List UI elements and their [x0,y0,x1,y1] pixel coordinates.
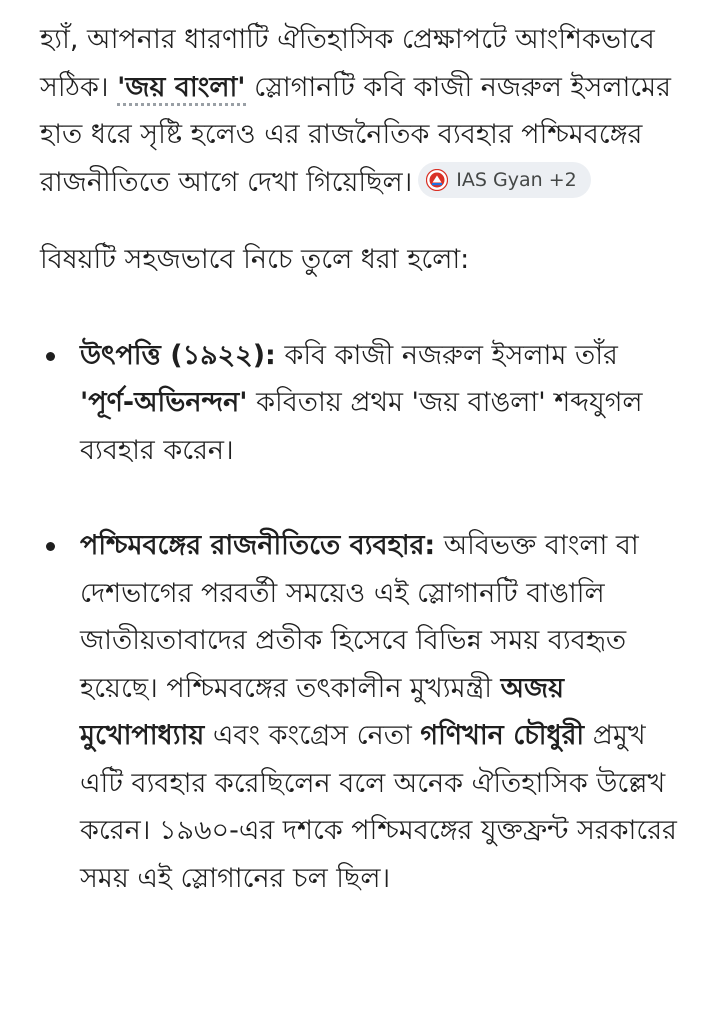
ias-gyan-logo-icon [426,169,448,191]
intro-text-2: স্লোগানটি কবি কাজী নজরুল ইসলামের হাত ধরে সৃষ্টি হলেও এর রাজনৈতিক ব্যবহার পশ্চিমবঙ্গের রাজনীতিতে আগে দেখা গিয়েছিল। [40,71,671,198]
point-title: পশ্চিমবঙ্গের রাজনীতিতে ব্যবহার: [80,530,436,561]
list-item [40,332,680,475]
point-bold: অজয় মুখোপাধ্যায় [80,672,565,751]
bullet-icon [46,352,55,361]
source-chip-label: IAS Gyan +2 [456,169,577,191]
point-bold: গণিখান চৌধুরী [420,720,585,751]
point-text: প্রমুখ এটি ব্যবহার করেছিলেন বলে অনেক ঐতিহাসিক উল্লেখ করেন। ১৯৬০-এর দশকে পশ্চিমবঙ্গের যুক্তফ্রন্ট সরকারের সময় এই স্লোগানের চল ছিল। [80,720,677,894]
point-text: কবি কাজী নজরুল ইসলাম তাঁর [275,339,618,371]
intro-text-1: হ্যাঁ, আপনার ধারণাটি ঐতিহাসিক প্রেক্ষাপটে আংশিকভাবে সঠিক। [40,24,655,103]
point-title: উৎপত্তি (১৯২২): [80,339,276,371]
point-text: কবিতায় প্রথম 'জয় বাঙলা' শব্দযুগল ব্যবহার করেন। [80,387,643,466]
point-text: এবং কংগ্রেস নেতা [204,720,421,751]
intro-paragraph [40,16,680,206]
jay-bangla-highlight-link[interactable]: 'জয় বাংলা' [117,72,245,106]
point-text: অবিভক্ত বাংলা বা দেশভাগের পরবর্তী সময়েও এই স্লোগানটি বাঙালি জাতীয়তাবাদের প্রতীক হিসেবে বিভিন্ন সময় ব্যবহৃত হয়েছে। পশ্চিমবঙ্গের তৎকালীন মুখ্যমন্ত্রী [80,530,639,704]
lead-paragraph: বিষয়টি সহজভাবে নিচে তুলে ধরা হলো: [40,244,470,275]
source-chip[interactable] [418,162,590,198]
points-list [40,332,680,903]
point-bold: 'পূর্ণ-অভিনন্দন' [80,387,248,418]
bullet-icon [46,542,55,551]
list-item [40,522,680,902]
